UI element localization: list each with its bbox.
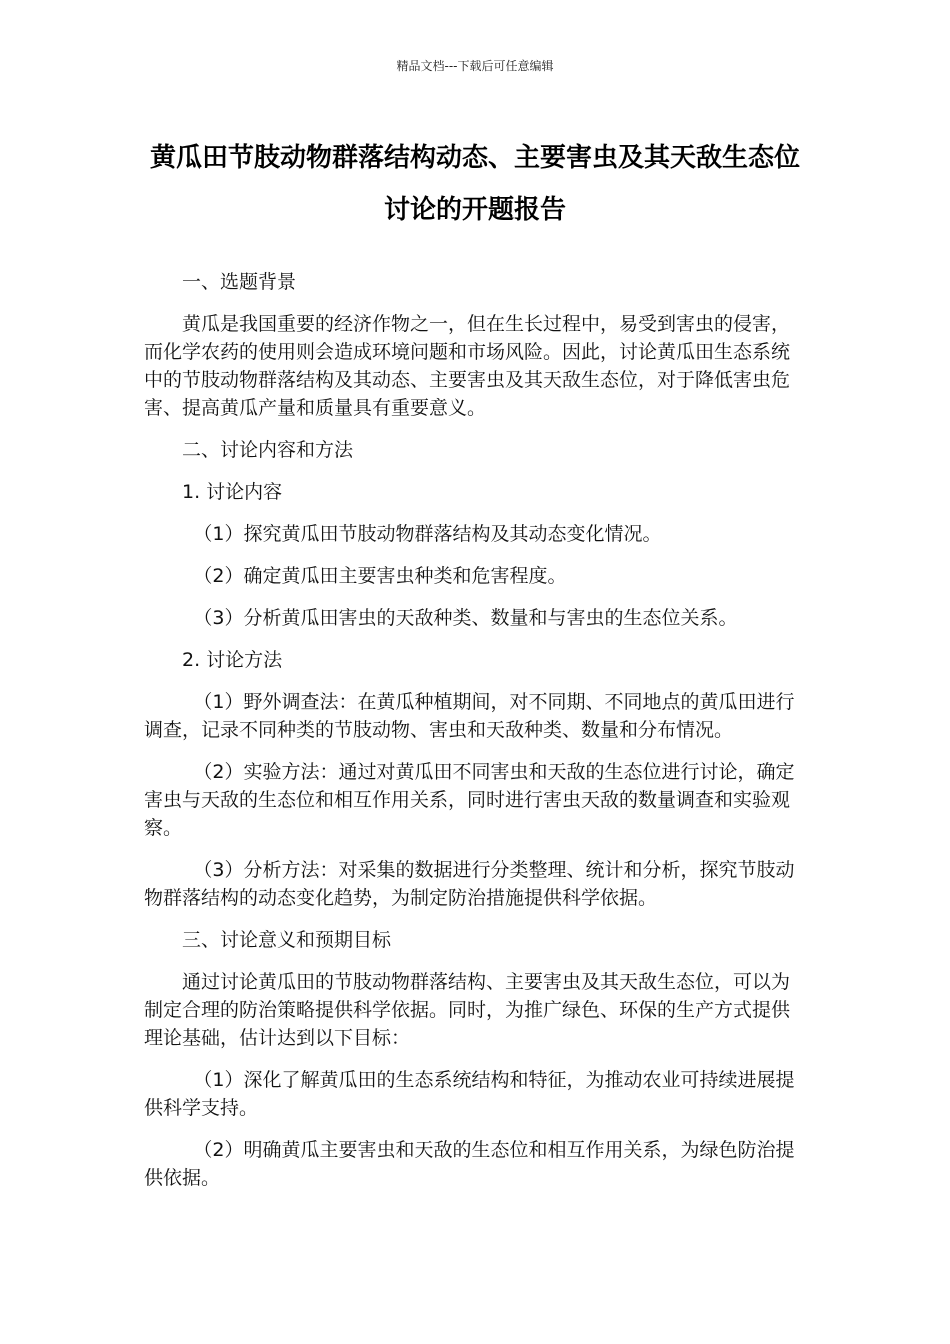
content-item-1: （1）探究黄瓜田节肢动物群落结构及其动态变化情况。 (193, 523, 662, 545)
goal-item-1: （1）深化了解黄瓜田的生态系统结构和特征，为推动农业可持续进展提供科学支持。 (144, 1069, 795, 1119)
document-title: 黄瓜田节肢动物群落结构动态、主要害虫及其天敌生态位讨论的开题报告 (149, 143, 800, 225)
paragraph-background: 黄瓜是我国重要的经济作物之一，但在生长过程中，易受到害虫的侵害，而化学农药的使用则会造成环境问题和市场风险。因此，讨论黄瓜田生态系统中的节肢动物群落结构及其动态、主要害虫及其天敌生态位，对于降低害虫危害、提高黄瓜产量和质量具有重要意义。 (144, 313, 791, 419)
document-body (144, 268, 806, 1206)
section-heading-content-methods: 二、讨论内容和方法 (182, 439, 354, 461)
goal-item-2: （2）明确黄瓜主要害虫和天敌的生态位和相互作用关系，为绿色防治提供依据。 (144, 1139, 795, 1189)
content-item-2: （2）确定黄瓜田主要害虫种类和危害程度。 (193, 565, 567, 587)
method-item-3: （3）分析方法：对采集的数据进行分类整理、统计和分析，探究节肢动物群落结构的动态变化趋势，为制定防治措施提供科学依据。 (144, 859, 795, 909)
content-item-3: （3）分析黄瓜田害虫的天敌种类、数量和与害虫的生态位关系。 (193, 607, 738, 629)
section-heading-background: 一、选题背景 (182, 271, 297, 293)
method-item-1: （1）野外调查法：在黄瓜种植期间，对不同期、不同地点的黄瓜田进行调查，记录不同种类的节肢动物、害虫和天敌种类、数量和分布情况。 (144, 691, 795, 741)
method-item-2: （2）实验方法：通过对黄瓜田不同害虫和天敌的生态位进行讨论，确定害虫与天敌的生态位和相互作用关系，同时进行害虫天敌的数量调查和实验观察。 (144, 761, 795, 839)
subheading-content: 1. 讨论内容 (182, 481, 283, 503)
paragraph-significance: 通过讨论黄瓜田的节肢动物群落结构、主要害虫及其天敌生态位，可以为制定合理的防治策略提供科学依据。同时，为推广绿色、环保的生产方式提供理论基础，估计达到以下目标： (144, 971, 791, 1049)
section-heading-significance: 三、讨论意义和预期目标 (182, 929, 392, 951)
subheading-methods: 2. 讨论方法 (182, 649, 283, 671)
header-note: 精品文档---下载后可任意编辑 (396, 59, 554, 73)
